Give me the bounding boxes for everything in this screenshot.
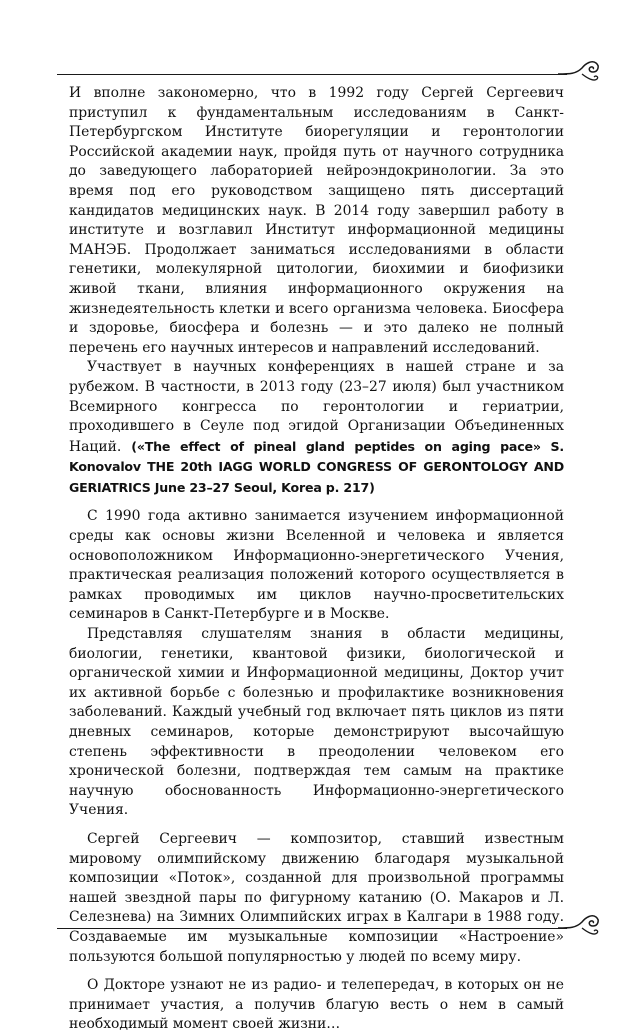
paragraph: Сергей Сергеевич — композитор, ставший известным мировому олимпийскому движению благодаря музыкальной композиции «Поток», созданной для произвольной программы нашей звездной пары по фигурному катанию (О. Макаров и Л. Селезнева) на Зимних Олимпийских играх в Калгари в 1988 году. Создаваемые им музыкальные композиции «Настроение» пользуются большой популярностью у людей по всему миру. bbox=[69, 830, 564, 965]
paragraph-text: Участвует в научных конференциях в нашей стране и за рубежом. В частности, в 2013 году (23–27 июля) был участником Всемирного конгресса по геронтологии и гериатрии, проходившего в Сеуле под эгидой Организации Объединенных Наций. bbox=[69, 359, 564, 455]
bottom-rule bbox=[57, 928, 567, 929]
top-rule bbox=[57, 74, 567, 75]
citation: («The effect of pineal gland peptides on aging pace» S. Konovalov THE 20th IAGG WORLD CONGRESS OF GERONTOLOGY AND GERIATRICS June 23–27 Seoul, Korea p. 217) bbox=[69, 438, 564, 495]
scroll-ornament-icon bbox=[556, 906, 602, 946]
page-text bbox=[69, 84, 564, 1035]
paragraph: Представляя слушателям знания в области медицины, биологии, генетики, квантовой физики, биологической и органической химии и Информационной медицины, Доктор учит их активной борьбе с болезнью и профилактике возникновения заболеваний. Каждый учебный год включает пять циклов из пяти дневных семинаров, которые демонстрируют высочайшую степень эффективности в преодолении человеком его хронической болезни, подтверждая тем самым на практике научную обоснованность Информационно-энергетического Учения. bbox=[69, 626, 564, 819]
paragraph: О Докторе узнают не из радио- и телепередач, в которых он не принимает участия, а получив благую весть о нем в самый необходимый момент своей жизни… bbox=[69, 977, 564, 1033]
paragraph: С 1990 года активно занимается изучением информационной среды как основы жизни Вселенной и человека и является основоположником Информационно-энергетического Учения, практическая реализация положений которого осуществляется в рамках проводимых им циклов научно-просветительских семинаров в Санкт-Петербурге и в Москве. bbox=[69, 508, 564, 623]
paragraph bbox=[69, 358, 564, 498]
paragraph: И вполне закономерно, что в 1992 году Сергей Сергеевич приступил к фундаментальным исследованиям в Санкт-Петербургском Институте биорегуляции и геронтологии Российской академии наук, пройдя путь от научного сотрудника до заведующего лабораторией нейроэндокринологии. За это время под его руководством защищено пять диссертаций кандидатов медицинских наук. В 2014 году завершил работу в институте и возглавил Институт информационной медицины МАНЭБ. Продолжает заниматься исследованиями в области генетики, молекулярной цитологии, биохимии и биофизики живой ткани, влияния информационного окружения на жизнедеятельность клетки и всего организма человека. Биосфера и здоровье, биосфера и болезнь — и это далеко не полный перечень его научных интересов и направлений исследований. bbox=[69, 85, 564, 356]
